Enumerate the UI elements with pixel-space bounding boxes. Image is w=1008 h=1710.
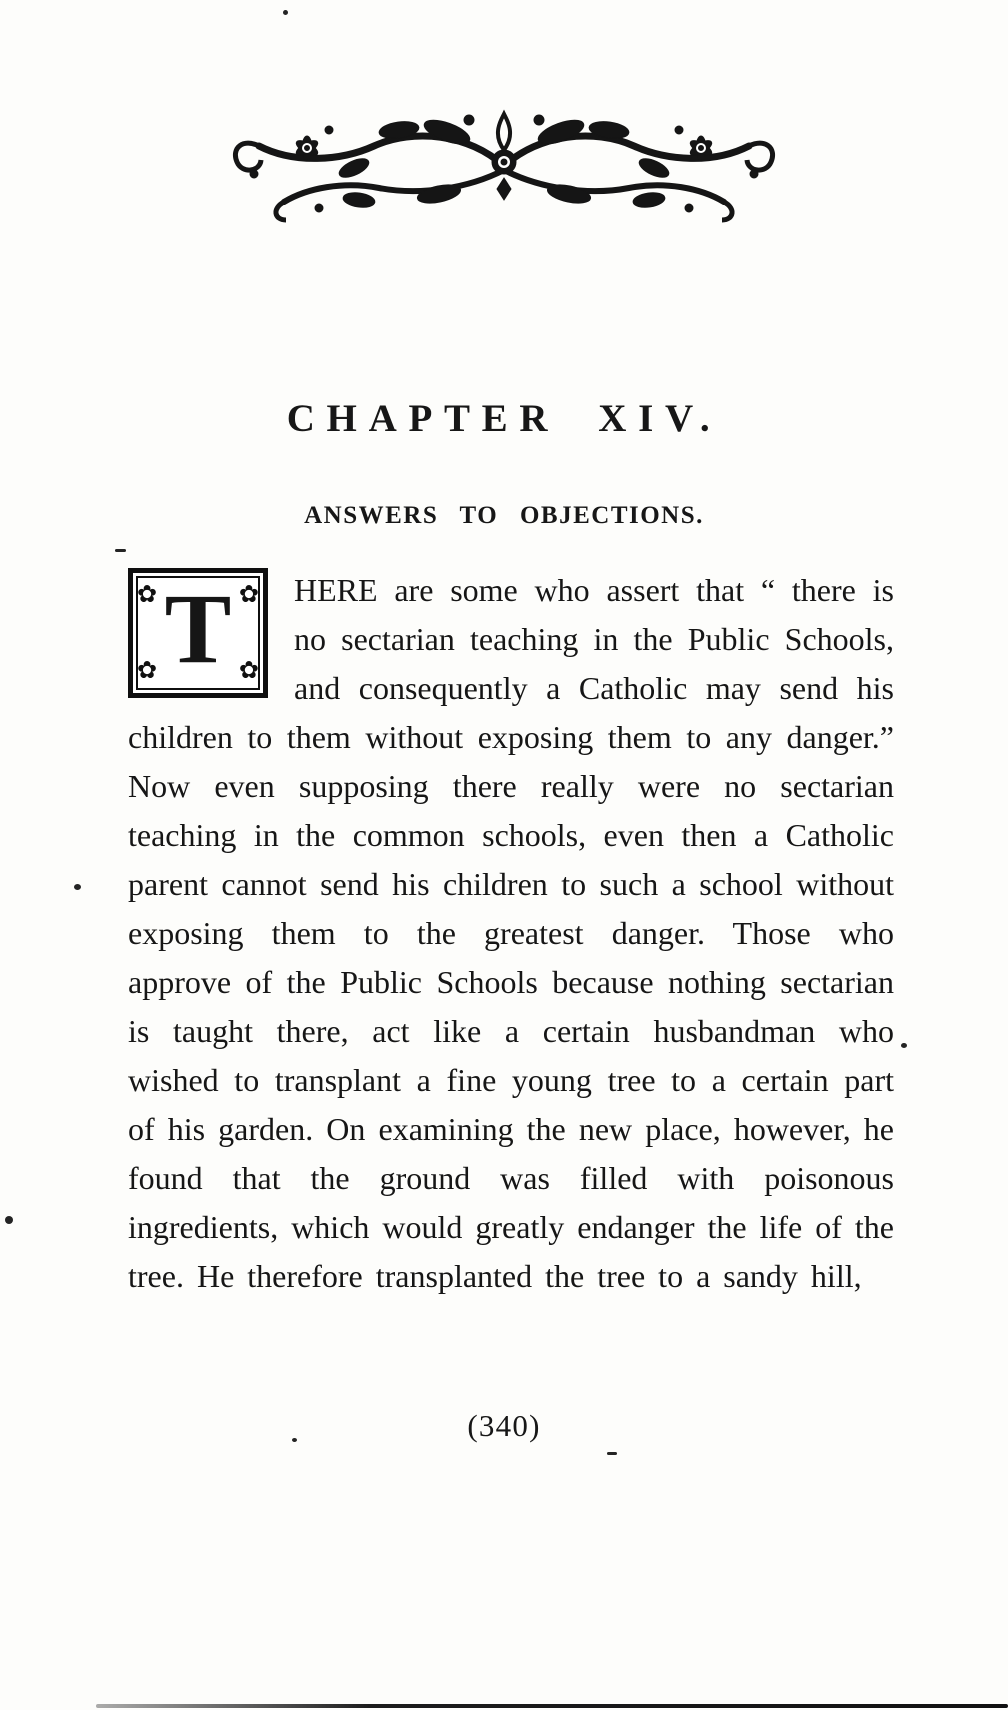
flower-icon: ✿ bbox=[137, 582, 158, 608]
scan-speck bbox=[607, 1452, 617, 1455]
drop-cap-letter: T bbox=[164, 573, 232, 684]
flower-icon: ✿ bbox=[238, 658, 259, 684]
page-scan-edge bbox=[96, 1704, 1008, 1708]
scan-speck bbox=[283, 10, 288, 15]
scan-speck bbox=[74, 884, 81, 890]
flower-icon: ✿ bbox=[137, 658, 158, 684]
flower-icon: ✿ bbox=[238, 582, 259, 608]
page-number: (340) bbox=[467, 1408, 541, 1443]
paragraph-text: HERE are some who assert that “ there is no sectarian teaching in the Public Schools, and consequently a Catholic may send his children to them without exposing them to any danger.” Now even supposing there really were no sectarian teaching in the common schools, even then a Catholic parent cannot send his children to such a school without exposing them to the greatest danger. Those who approve of the Public Schools because nothing sectarian is taught there, act like a certain husbandman who wished to transplant a fine young tree to a certain part of his garden. On examining the new place, however, he found that the ground was filled with poisonous ingredients, which would greatly endanger the life of the tree. He therefore transplanted the tree to a sandy hill, bbox=[128, 572, 894, 1294]
floral-ornament-icon bbox=[137, 583, 157, 683]
chapter-heading: CHAPTER XIV. bbox=[286, 397, 722, 440]
scan-speck bbox=[292, 1438, 297, 1442]
section-heading: ANSWERS TO OBJECTIONS. bbox=[304, 502, 704, 529]
scan-speck bbox=[5, 1216, 13, 1224]
body-paragraph bbox=[128, 566, 894, 1301]
scan-speck bbox=[115, 549, 126, 552]
floral-ornament-icon bbox=[239, 583, 259, 683]
header-ornament bbox=[209, 104, 799, 229]
scan-speck bbox=[901, 1043, 907, 1048]
floral-headpiece-icon bbox=[209, 104, 799, 224]
drop-cap-box bbox=[128, 568, 268, 698]
